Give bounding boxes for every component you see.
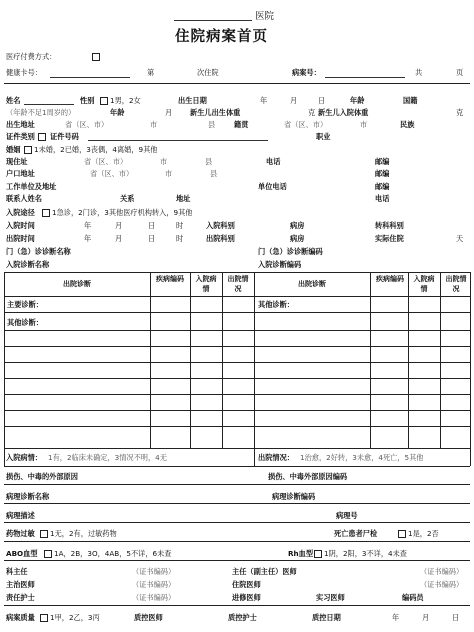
- adm-diag-code-label: 入院诊断编码: [258, 260, 302, 269]
- native-label: 籍贯: [234, 120, 249, 129]
- section-rule: [4, 605, 470, 606]
- name-label: 姓名: [6, 96, 21, 105]
- birth-year-unit: 年: [260, 96, 268, 105]
- sex-options: 1男，2女: [110, 96, 141, 105]
- hospital-suffix: 医院: [255, 11, 275, 22]
- adm-dept-label: 入院科别: [206, 221, 235, 230]
- allergy-options: 1无，2有，过敏药物: [50, 529, 117, 538]
- table-row-line: [4, 346, 470, 347]
- birthplace-county: 县: [208, 120, 216, 129]
- qc-nurse-label: 质控护士: [228, 613, 257, 622]
- intern-label: 实习医师: [316, 593, 345, 602]
- table-row-line: [4, 330, 470, 331]
- quality-checkbox[interactable]: [40, 614, 48, 622]
- native-city: 市: [360, 120, 368, 129]
- fellow-label: 进修医师: [232, 593, 261, 602]
- adm-cond-legend-label: 入院病情：: [6, 453, 42, 462]
- dis-time-label: 出院时间: [6, 234, 35, 243]
- main-diag-label: 主要诊断：: [7, 300, 43, 309]
- qc-date-label: 质控日期: [312, 613, 341, 622]
- record-no-field[interactable]: [325, 77, 405, 78]
- occupation-label: 职业: [316, 132, 331, 141]
- current-addr-label: 现住址: [6, 157, 28, 166]
- table-row-line: [4, 394, 470, 395]
- col-header-code: 疾病编码: [156, 275, 184, 283]
- contact-label: 联系人姓名: [6, 194, 42, 203]
- work-label: 工作单位及地址: [6, 182, 57, 191]
- newborn-weight-label: 新生儿出生体重: [190, 108, 241, 117]
- other-diag-label-2: 其他诊断：: [258, 300, 294, 309]
- payment-checkbox[interactable]: [92, 53, 100, 61]
- adm-cond-legend: 1有，2临床未确定，3情况不明，4无: [48, 453, 167, 462]
- dis-cond-legend-label: 出院情况：: [258, 453, 294, 462]
- birth-label: 出生日期: [178, 96, 207, 105]
- adm-day-unit: 日: [148, 221, 156, 230]
- hukou-county: 县: [210, 169, 218, 178]
- outpatient-code-label: 门（急）诊诊断编码: [258, 247, 323, 256]
- section-rule: [4, 541, 470, 542]
- outpatient-label: 门（急）诊诊断名称: [6, 247, 71, 256]
- coder-label: 编码员: [402, 593, 424, 602]
- table-right-border: [470, 272, 471, 466]
- payment-label: 医疗付费方式：: [6, 52, 57, 61]
- col-header-dis-cond: 出院情况: [227, 275, 249, 293]
- condition-row-border: [4, 466, 470, 467]
- cert-no-1: （证书编码）: [132, 567, 176, 576]
- col-header-code-2: 疾病编码: [376, 275, 404, 283]
- id-type-checkbox[interactable]: [38, 133, 46, 141]
- resident-label: 住院医师: [232, 580, 261, 589]
- dis-year-unit: 年: [84, 234, 92, 243]
- dept-director-label: 科主任: [6, 567, 28, 576]
- sex-label: 性别: [80, 96, 95, 105]
- current-addr-county: 县: [205, 157, 213, 166]
- table-row-line: [4, 426, 470, 427]
- work-phone-label: 单位电话: [258, 182, 287, 191]
- qc-doctor-label: 质控医师: [134, 613, 163, 622]
- cert-no-2: （证书编码）: [420, 567, 464, 576]
- table-header-border: [4, 296, 470, 297]
- health-card-label: 健康卡号：: [6, 68, 42, 77]
- adm-month-unit: 月: [115, 221, 123, 230]
- pages-prefix: 共: [415, 68, 423, 77]
- adm-year-unit: 年: [84, 221, 92, 230]
- birthplace-label: 出生地址: [6, 120, 35, 129]
- other-diag-label: 其他诊断：: [7, 318, 43, 327]
- marital-label: 婚姻: [6, 145, 21, 154]
- path-desc-label: 病理描述: [6, 511, 35, 520]
- rh-label: Rh血型: [288, 549, 314, 558]
- path-diag-label: 病理诊断名称: [6, 492, 50, 501]
- id-no-field[interactable]: [88, 140, 268, 141]
- ward-label-2: 病房: [290, 234, 305, 243]
- abo-checkbox[interactable]: [44, 550, 52, 558]
- postcode-label-3: 邮编: [375, 182, 390, 191]
- id-no-label: 证件号码: [50, 132, 79, 141]
- qc-year-unit: 年: [392, 613, 400, 622]
- quality-label: 病案质量: [6, 613, 35, 622]
- relation-label: 关系: [120, 194, 135, 203]
- autopsy-checkbox[interactable]: [398, 530, 406, 538]
- current-addr-province: 省（区、市）: [84, 157, 128, 166]
- qc-day-unit: 日: [452, 613, 460, 622]
- path-code-label: 病理诊断编码: [272, 492, 316, 501]
- rh-options: 1阴，2阳，3不详，4未查: [324, 549, 407, 558]
- table-col-line: [408, 272, 409, 448]
- nurse-label: 责任护士: [6, 593, 35, 602]
- id-type-label: 证件类别: [6, 132, 35, 141]
- table-left-border: [4, 272, 5, 466]
- quality-options: 1甲，2乙，3丙: [50, 613, 100, 622]
- dis-hour-unit: 时: [176, 234, 184, 243]
- ward-label: 病房: [290, 221, 305, 230]
- abo-label: ABO血型: [6, 549, 38, 558]
- infant-note: （年龄不足1周岁的）: [6, 108, 76, 117]
- table-row-line: [4, 378, 470, 379]
- table-col-line: [370, 272, 371, 448]
- age-label: 年龄: [350, 96, 365, 105]
- marital-options: 1未婚，2已婚，3丧偶，4离婚，9其他: [34, 145, 158, 154]
- cert-no-5: （证书编码）: [132, 593, 176, 602]
- page-title: 住院病案首页: [175, 29, 268, 45]
- route-options: 1急诊，2门诊，3其他医疗机构转入，9其他: [52, 208, 193, 217]
- sex-checkbox[interactable]: [100, 97, 108, 105]
- hukou-city: 市: [165, 169, 173, 178]
- hukou-province: 省（区、市）: [90, 169, 134, 178]
- allergy-label: 药物过敏: [6, 529, 35, 538]
- attending-label: 主治医师: [6, 580, 35, 589]
- route-label: 入院途径: [6, 208, 35, 217]
- name-field[interactable]: [24, 104, 74, 105]
- injury-code-label: 损伤、中毒外部原因编码: [268, 472, 348, 481]
- record-no-label: 病案号：: [292, 68, 321, 77]
- table-col-line: [190, 272, 191, 448]
- table-row-line: [4, 312, 470, 313]
- transfer-label: 转科科别: [375, 221, 404, 230]
- table-col-line: [440, 272, 441, 448]
- col-header-adm-cond: 入院病情: [195, 275, 217, 293]
- route-checkbox[interactable]: [42, 209, 50, 217]
- injury-cause-label: 损伤、中毒的外部原因: [6, 472, 78, 481]
- cert-no-3: （证书编码）: [132, 580, 176, 589]
- chief-label: 主任（副主任）医师: [232, 567, 297, 576]
- ethnicity-label: 民族: [400, 120, 415, 129]
- infant-month-unit: 月: [165, 108, 173, 117]
- pages-suffix: 页: [456, 68, 464, 77]
- allergy-checkbox[interactable]: [40, 530, 48, 538]
- cert-no-4: （证书编码）: [420, 580, 464, 589]
- dis-cond-legend: 1治愈，2好转，3未愈，4死亡，5其他: [300, 453, 424, 462]
- qc-month-unit: 月: [422, 613, 430, 622]
- col-header-dis-cond-2: 出院情况: [445, 275, 467, 293]
- newborn-adm-weight-label: 新生儿入院体重: [318, 108, 369, 117]
- marital-checkbox[interactable]: [24, 146, 32, 154]
- table-bottom-border: [4, 448, 470, 449]
- postcode-label: 邮编: [375, 157, 390, 166]
- path-no-label: 病理号: [336, 511, 358, 520]
- table-row-line: [4, 362, 470, 363]
- header-rule: [4, 83, 470, 84]
- autopsy-label: 死亡患者尸检: [334, 529, 378, 538]
- table-row-line: [4, 410, 470, 411]
- nationality-label: 国籍: [403, 96, 418, 105]
- gram-unit: 克: [308, 108, 316, 117]
- hukou-label: 户口地址: [6, 169, 35, 178]
- birth-day-unit: 日: [318, 96, 326, 105]
- days-unit: 天: [456, 234, 464, 243]
- hospital-name-line[interactable]: [174, 20, 252, 21]
- health-card-field[interactable]: [50, 77, 130, 78]
- autopsy-options: 1是，2否: [408, 529, 439, 538]
- adm-hour-unit: 时: [176, 221, 184, 230]
- table-center-line: [254, 272, 255, 466]
- admission-count-prefix: 第: [147, 68, 155, 77]
- col-header-dis-diag-2: 出院诊断: [298, 280, 326, 288]
- birthplace-city: 市: [150, 120, 158, 129]
- days-label: 实际住院: [375, 234, 404, 243]
- table-top-border: [4, 272, 470, 273]
- address-label: 地址: [176, 194, 191, 203]
- current-addr-city: 市: [160, 157, 168, 166]
- adm-time-label: 入院时间: [6, 221, 35, 230]
- admission-count-suffix: 次住院: [197, 68, 219, 77]
- postcode-label-2: 邮编: [375, 169, 390, 178]
- section-rule: [4, 560, 470, 561]
- section-rule: [4, 522, 470, 523]
- birth-month-unit: 月: [290, 96, 298, 105]
- dis-month-unit: 月: [115, 234, 123, 243]
- adm-diag-label: 入院诊断名称: [6, 260, 50, 269]
- birthplace-province: 省（区、市）: [65, 120, 109, 129]
- phone-label-2: 电话: [375, 194, 390, 203]
- phone-label: 电话: [266, 157, 281, 166]
- gram-unit-2: 克: [456, 108, 464, 117]
- abo-options: 1A，2B，3O，4AB，5不详，6未查: [54, 549, 172, 558]
- dis-day-unit: 日: [148, 234, 156, 243]
- table-col-line: [150, 272, 151, 448]
- native-province: 省（区、市）: [284, 120, 328, 129]
- col-header-dis-diag: 出院诊断: [63, 280, 91, 288]
- rh-checkbox[interactable]: [314, 550, 322, 558]
- section-rule: [4, 503, 470, 504]
- table-col-line: [222, 272, 223, 448]
- dis-dept-label: 出院科别: [206, 234, 235, 243]
- section-rule: [4, 484, 470, 485]
- infant-age-label: 年龄: [110, 108, 125, 117]
- col-header-adm-cond-2: 入院病情: [413, 275, 435, 293]
